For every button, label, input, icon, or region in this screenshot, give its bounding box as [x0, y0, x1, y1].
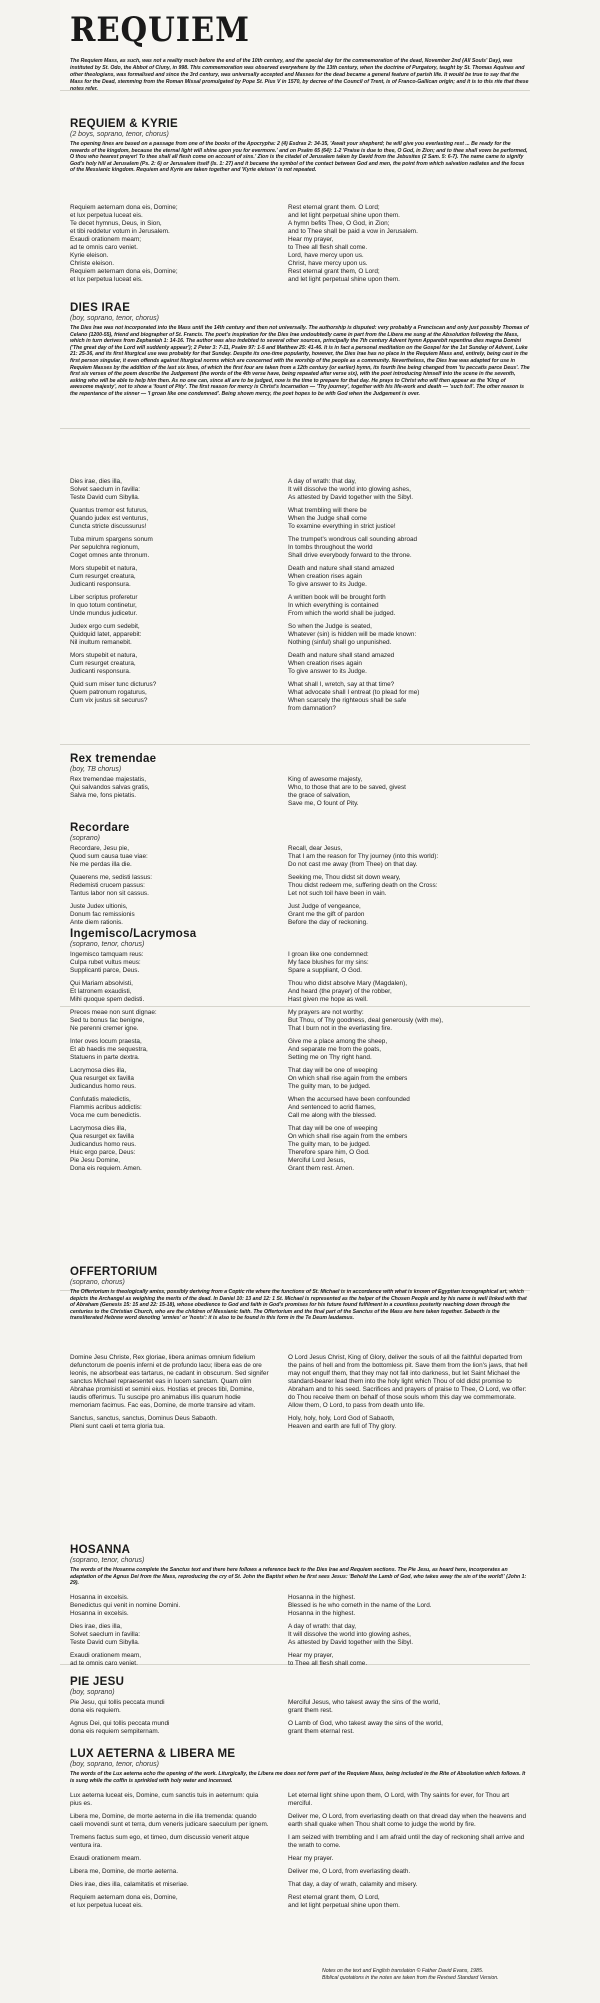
section-voices: (boy, soprano, tenor, chorus)	[70, 1761, 159, 1768]
verse	[70, 1881, 530, 1889]
section-title: OFFERTORIUM	[70, 1266, 158, 1278]
english-text: Rest eternal grant them. O Lord; and let light perpetual shine upon them. A hymn befits Thee, O God, in Zion; and to Thee shall be paid a vow in Jerusalem. Hear my prayer, to Thee all flesh shall come. Lord, have mercy upon us. Christ, have mercy upon us. Rest eternal grant them, O Lord; and let light perpetual shine upon them.	[288, 204, 418, 283]
english-text: Recall, dear Jesus, That I am the reason for Thy journey (into this world): Do not cast me away (from Thee) on that day.	[288, 845, 439, 868]
latin-text: Inter oves locum praesta, Et ab haedis me sequestra, Statuens in parte dextra.	[70, 1038, 148, 1061]
verse	[70, 1009, 530, 1033]
english-text: Holy, holy, holy, Lord God of Sabaoth, Heaven and earth are full of Thy glory.	[288, 1415, 397, 1430]
verse	[70, 623, 530, 647]
verse	[70, 652, 530, 676]
english-text: Deliver me, O Lord, from everlasting death.	[288, 1868, 411, 1875]
text-pairs	[70, 845, 530, 927]
latin-text: Domine Jesu Christe, Rex gloriae, libera animas omnium fidelium defunctorum de poenis inferni et de profundo lacu; libera eas de ore leonis, ne absorbeat eas tartarus, ne cadant in obscurum. Sed signifer sanctus Michael repraesentet eas in lucem sanctam. Quam olim Abrahae promisisti et semini eius. Hostias et preces tibi, Domine, laudis offerimus. Tu suscipe pro animabus illis quarum hodie memoriam facimus. Fac eas, Domine, de morte transire ad vitam.	[70, 1354, 269, 1409]
english-text: Hear my prayer, to Thee all flesh shall come.	[288, 1652, 368, 1667]
section-pie-jesu	[70, 1676, 530, 1741]
english-text: What trembling will there be When the Judge shall come To examine everything in strict justice!	[288, 507, 396, 530]
text-pairs	[70, 951, 530, 1173]
english-text: That day will be one of weeping On which shall rise again from the embers The guilty man, to be judged. Therefore spare him, O God. Merciful Lord Jesus, Grant them rest. Amen.	[288, 1125, 408, 1172]
page-title: REQUIEM	[70, 10, 250, 50]
verse	[70, 1354, 530, 1410]
english-text: What shall I, wretch, say at that time? What advocate shall I entreat (to plead for me) When scarcely the righteous shall be safe from damnation?	[288, 681, 420, 712]
english-text: Merciful Jesus, who takest away the sins of the world, grant them rest.	[288, 1699, 441, 1714]
text-pairs	[70, 478, 530, 713]
latin-text: Libera me, Domine, de morte aeterna.	[70, 1868, 178, 1875]
section-voices: (boy, TB chorus)	[70, 766, 122, 773]
latin-text: Mors stupebit et natura, Cum resurget creatura, Judicanti responsura.	[70, 565, 138, 588]
section-title: DIES IRAE	[70, 302, 131, 314]
section-voices: (2 boys, soprano, tenor, chorus)	[70, 131, 169, 138]
english-text: Rest eternal grant them, O Lord, and let light perpetual shine upon them.	[288, 1894, 400, 1909]
latin-text: Confutatis maledictis, Flammis acribus addictis: Voca me cum benedictis.	[70, 1096, 142, 1119]
latin-text: Libera me, Domine, de morte aeterna in die illa tremenda: quando caeli movendi sunt et terra, dum veneris judicare saeculum per ignem.	[70, 1813, 269, 1828]
latin-text: Lacrymosa dies illa, Qua resurget ex favilla Judicandus homo reus. Huic ergo parce, Deus: Pie Jesu Domine, Dona eis requiem. Amen.	[70, 1125, 142, 1172]
latin-text: Qui Mariam absolvisti, Et latronem exaudisti, Mihi quoque spem dedisti.	[70, 980, 145, 1003]
verse	[70, 1652, 530, 1668]
section-rex-tremendae	[70, 753, 530, 813]
latin-text: Requiem aeternam dona eis, Domine, et lux perpetua luceat eis.	[70, 1894, 178, 1909]
latin-text: Requiem aeternam dona eis, Domine; et lux perpetua luceat eis. Te decet hymnus, Deus, in Sion, et tibi reddetur votum in Jerusalem. Exaudi orationem meam; ad te omnis caro veniet. Kyrie eleison. Christe eleison. Requiem aeternam dona eis, Domine; et lux perpetua luceat eis.	[70, 204, 178, 283]
english-text: A day of wrath: that day, It will dissolve the world into glowing ashes, As attested by David together with the Sibyl.	[288, 1623, 414, 1646]
verse	[70, 1813, 530, 1829]
english-text: I groan like one condemned: My face blushes for my sins: Spare a suppliant, O God.	[288, 951, 369, 974]
section-title: HOSANNA	[70, 1544, 131, 1556]
english-text: A written book will be brought forth In which everything is contained From which the world shall be judged.	[288, 594, 396, 617]
text-pairs	[70, 1699, 530, 1736]
section-recordare	[70, 822, 530, 932]
english-text: A day of wrath: that day, It will dissolve the world into glowing ashes, As attested by David together with the Sibyl.	[288, 478, 414, 501]
latin-text: Quantus tremor est futurus, Quando judex est venturus, Cuncta stricte discussurus!	[70, 507, 149, 530]
section-lux-aeterna-libera-me	[70, 1748, 530, 1915]
english-text: Death and nature shall stand amazed When creation rises again To give answer to its Judge.	[288, 652, 395, 675]
intro-paragraph: The Requiem Mass, as such, was not a reality much before the end of the 10th century, and the special day for the commemoration of the dead, November 2nd (All Souls' Day), was instituted by St. Odo, the Abbot of Cluny, in 998. This commemoration was observed everywhere by the 13th century, when the doctrine of Purgatory, taught by St. Thomas Aquinas and other theologians, was formalised and since the 3rd century, was universally accepted and Masses for the dead became a general feature of parish life. It would be true to say that the Mass for the Dead, stemming from the Roman Missal promulgated by Pope St. Pius V in 1570, by decree of the Council of Trent, is of Franco-Gallican origin; and it is to this rite that these notes refer.	[70, 58, 529, 92]
latin-text: Exaudi orationem meam.	[70, 1855, 142, 1862]
verse	[70, 874, 530, 898]
footer-credit: Notes on the text and English translation © Father David Evans, 1985. Biblical quotations in the notes are taken from the Revised Standard Version.	[322, 1968, 499, 1981]
latin-text: Lacrymosa dies illa, Qua resurget ex favilla Judicandus homo reus.	[70, 1067, 137, 1090]
english-text: So when the Judge is seated, Whatever (sin) is hidden will be made known: Nothing (sinful) shall go unpunished.	[288, 623, 417, 646]
fold-line	[60, 744, 530, 745]
english-text: Seeking me, Thou didst sit down weary, Thou didst redeem me, suffering death on the Cross: Let not such toil have been in vain.	[288, 874, 438, 897]
english-text: Give me a place among the sheep, And separate me from the goats, Setting me on Thy right hand.	[288, 1038, 388, 1061]
english-text: King of awesome majesty, Who, to those that are to be saved, givest the grace of salvation, Save me, O fount of Pity.	[288, 776, 406, 807]
section-title: REQUIEM & KYRIE	[70, 118, 179, 130]
section-voices: (soprano, tenor, chorus)	[70, 941, 145, 948]
section-note: The words of the Hosanna complete the Sanctus text and there here follows a reference back to the Dies Irae and Requiem sections. The Pie Jesu, as heard here, incorporates an adaptation of the Agnus Dei from the Mass, reproducing the cry of St. John the Baptist when he first sees Jesus: 'Behold the Lamb of God, who takes away the sin of the world!' (John 1: 29).	[70, 1567, 527, 1587]
section-note: The opening lines are based on a passage from one of the books of the Apocrypha: 2 (4) Esdras 2: 34-35, 'Await your shepherd; he will give you everlasting rest ... Be ready for the rewards of the kingdom, because the eternal light will shine upon you for evermore.' and on Psalm 65 (64): 1-2 'Praise is due to thee, O God, in Zion; and to thee shall vows be performed, O thou who hearest prayer! To thee shall all flesh come on account of sins.' Zion is the citadel of Jerusalem taken by David from the Jebusites (2 Sam. 5: 6-7). The name came to signify God's holy hill at Jerusalem (Ps. 2: 6) or Jerusalem itself (Is. 1: 27) and it became the symbol of the contact between God and men, the point from which salvation radiates and the focus of the Messianic kingdom. Requiem and Kyrie are taken together and 'Kyrie eleison' is not repeated.	[70, 141, 528, 174]
verse	[70, 1868, 530, 1876]
english-text: That day will be one of weeping On which shall rise again from the embers The guilty man, to be judged.	[288, 1067, 408, 1090]
section-requiem-kyrie	[70, 118, 530, 289]
english-text: Let eternal light shine upon them, O Lord, with Thy saints for ever, for Thou art merciful.	[288, 1792, 510, 1807]
english-text: O Lamb of God, who takest away the sins of the world, grant them eternal rest.	[288, 1720, 443, 1735]
section-voices: (boy, soprano)	[70, 1689, 115, 1696]
section-hosanna	[70, 1544, 530, 1673]
section-title: Ingemisco/Lacrymosa	[70, 928, 197, 940]
latin-text: Tuba mirum spargens sonum Per sepulchra regionum, Coget omnes ante thronum.	[70, 536, 153, 559]
section-title: PIE JESU	[70, 1676, 125, 1688]
verse	[70, 980, 530, 1004]
verse	[70, 1855, 530, 1863]
verse	[70, 681, 530, 713]
text-pairs	[70, 1594, 530, 1668]
verse	[70, 776, 530, 808]
english-text: My prayers are not worthy: But Thou, of Thy goodness, deal generously (with me), That I burn not in the everlasting fire.	[288, 1009, 444, 1032]
latin-text: Dies irae, dies illa, Solvet saeclum in favilla: Teste David cum Sibylla.	[70, 478, 140, 501]
verse	[70, 1415, 530, 1431]
section-note: The Offertorium is theologically amiss, possibly deriving from a Coptic rite where the functions of St. Michael is in accordance with what is known of Egyptian iconographical art, which depicts the Archangel as weighing the merits of the dead. In Daniel 10: 13 and 12: 1 St. Michael is represented as the helper of the Chosen People and by his name is well linked with that of Abraham (Genesis 15: 15 and 22: 15-18), whose obedience to God and faith in God's promises for his future found fulfilment in a countless posterity reaching down through the centuries to the Christian Church, who are the children of Messianic faith. The Offertorium and the final part of the Sanctus of the Mass are here taken together. Sabaoth is the transliterated Hebrew word denoting 'armies' or 'hosts': it is also to be found in this form in the Te Deum laudamus.	[70, 1289, 527, 1322]
verse	[70, 507, 530, 531]
latin-text: Exaudi orationem meam, ad te omnis caro veniet.	[70, 1652, 142, 1667]
section-note: The words of the Lux aeterna echo the opening of the work. Liturgically, the Libera me does not form part of the Requiem Mass, being included in the Rite of Absolution which follows. It is sung while the coffin is sprinkled with holy water and incensed.	[70, 1771, 526, 1784]
latin-text: Quid sum miser tunc dicturus? Quem patronum rogaturus, Cum vix justus sit securus?	[70, 681, 157, 704]
latin-text: Hosanna in excelsis. Benedictus qui venit in nomine Domini. Hosanna in excelsis.	[70, 1594, 181, 1617]
verse	[70, 1834, 530, 1850]
latin-text: Sanctus, sanctus, sanctus, Dominus Deus Sabaoth. Pleni sunt caeli et terra gloria tua.	[70, 1415, 218, 1430]
latin-text: Juste Judex ultionis, Donum fac remissionis Ante diem rationis.	[70, 903, 135, 926]
english-text: Just Judge of vengeance, Grant me the gift of pardon Before the day of reckoning.	[288, 903, 368, 926]
english-text: When the accursed have been confounded And sentenced to acrid flames, Call me along with the blessed.	[288, 1096, 410, 1119]
english-text: Hosanna in the highest. Blessed is he who cometh in the name of the Lord. Hosanna in the highest.	[288, 1594, 432, 1617]
english-text: Deliver me, O Lord, from everlasting death on that dread day when the heavens and earth shall quake when Thou shalt come to judge the world by fire.	[288, 1813, 527, 1828]
text-pairs	[70, 204, 530, 284]
verse	[70, 1699, 530, 1715]
english-text: The trumpet's wondrous call sounding abroad In tombs throughout the world Shall drive everybody forward to the throne.	[288, 536, 418, 559]
verse	[70, 1038, 530, 1062]
english-text: That day, a day of wrath, calamity and misery.	[288, 1881, 418, 1888]
section-voices: (boy, soprano, tenor, chorus)	[70, 315, 159, 322]
section-voices: (soprano, chorus)	[70, 1279, 125, 1286]
latin-text: Rex tremendae majestatis, Qui salvandos salvas gratis, Salva me, fons pietatis.	[70, 776, 150, 799]
section-offertorium	[70, 1266, 530, 1436]
verse	[70, 1067, 530, 1091]
section-title: LUX AETERNA & LIBERA ME	[70, 1748, 236, 1760]
verse	[70, 845, 530, 869]
latin-text: Dies irae, dies illa, Solvet saeclum in favilla: Teste David cum Sibylla.	[70, 1623, 140, 1646]
latin-text: Mors stupebit et natura, Cum resurget creatura, Judicanti responsura.	[70, 652, 138, 675]
section-note: The Dies Irae was not incorporated into the Mass until the 14th century and then not universally. The authorship is disputed: very probably a Franciscan and only just possibly Thomas of Celano (1200-55), friend and biographer of St. Francis. The poet's inspiration for the Dies Irae undoubtedly came in part from the Libera me sung at the Absolution following the Mass, which in turn derives from Zephaniah 1: 14-16. The author was also indebted to several other sources, principally the 7th century Advent hymn Apparebit repentina dies magna Domini ('The great day of the Lord will suddenly appear'); 2 Peter 3: 7-11, Psalm 97: 1-5 and Matthew 25: 41-46. It is in fact a personal meditation on the Gospel for the 1st Sunday of Advent, Luke 21: 25-36, and its first liturgical use was probably for that Sunday. Despite its one-time popularity, however, the Dies Irae has no place in the Requiem Mass and, entirely, being cast in the first person singular, it even offends against liturgical norms which are concerned with the worship of the people as a community. Nevertheless, the Dies Irae was adapted for use in Requiem Masses by the addition of the last six lines, of which the first four are taken from a 12th century (or earlier) hymn, its fourth line being changed from 'tu peccatis parce Deus'. The first six verses of the poem describe the Judgement (the words of the 4th verse have, being repeated after verse six), with the poet introducing himself into the scene in the seventh, asking who will be able to help him then. As no one can, since all are to be judged, now is the time to prepare for that day. He prays to Christ who will then appear as the 'King of awesome majesty', not to show a 'fount of Pity'. The first reason for mercy is Christ's Incarnation — 'Thy journey', together with his life-work and death — 'such toil'. The other reason is the repentance of the sinner — 'I groan like one condemned'. Being shown mercy, the poet hopes to be with God when the Judgement is over.	[70, 325, 530, 397]
latin-text: Judex ergo cum sedebit, Quidquid latet, apparebit: Nil inultum remanebit.	[70, 623, 142, 646]
latin-text: Liber scriptus proferetur In quo totum continetur, Unde mundus judicetur.	[70, 594, 138, 617]
verse	[70, 594, 530, 618]
english-text: O Lord Jesus Christ, King of Glory, deliver the souls of all the faithful departed from the pains of hell and from the bottomless pit. Save them from the lion's jaws, that hell may not engulf them, that they may not fall into darkness, but let Saint Michael the standard-bearer lead them into the holy light which Thou of old didst promise to Abraham and to his seed. Sacrifices and prayers of praise to Thee, O Lord, we offer: do Thou receive them on behalf of those souls whom this day we commemorate. Allow them, O Lord, to pass from death unto life.	[288, 1354, 528, 1409]
verse	[70, 1096, 530, 1120]
verse	[70, 204, 530, 284]
latin-text: Ingemisco tamquam reus: Culpa rubet vultus meus: Supplicanti parce, Deus.	[70, 951, 144, 974]
verse	[70, 536, 530, 560]
verse	[70, 1792, 530, 1808]
latin-text: Lux aeterna luceat eis, Domine, cum sanctis tuis in aeternum: quia pius es.	[70, 1792, 259, 1807]
section-title: Recordare	[70, 822, 130, 834]
english-text: Hear my prayer.	[288, 1855, 334, 1862]
latin-text: Quaerens me, sedisti lassus: Redemisti crucem passus: Tantus labor non sit cassus.	[70, 874, 153, 897]
verse	[70, 1594, 530, 1618]
latin-text: Preces meae non sunt dignae: Sed tu bonus fac benigne, Ne perenni cremer igne.	[70, 1009, 157, 1032]
latin-text: Pie Jesu, qui tollis peccata mundi dona eis requiem.	[70, 1699, 165, 1714]
english-text: Thou who didst absolve Mary (Magdalen), And heard (the prayer) of the robber, Hast given me hope as well.	[288, 980, 407, 1003]
verse	[70, 565, 530, 589]
text-pairs	[70, 776, 530, 808]
verse	[70, 951, 530, 975]
verse	[70, 903, 530, 927]
english-text: Death and nature shall stand amazed When creation rises again To give answer to its Judge.	[288, 565, 395, 588]
verse	[70, 1623, 530, 1647]
text-pairs	[70, 1354, 530, 1431]
section-voices: (soprano)	[70, 835, 100, 842]
latin-text: Dies irae, dies illa, calamitatis et miseriae.	[70, 1881, 189, 1888]
latin-text: Agnus Dei, qui tollis peccata mundi dona eis requiem sempiternam.	[70, 1720, 170, 1735]
verse	[70, 1125, 530, 1173]
text-pairs	[70, 1792, 530, 1910]
latin-text: Tremens factus sum ego, et timeo, dum discussio venerit atque ventura ira.	[70, 1834, 250, 1849]
verse	[70, 478, 530, 502]
section-voices: (soprano, tenor, chorus)	[70, 1557, 145, 1564]
section-ingemisco-lacrymosa	[70, 928, 530, 1178]
verse	[70, 1894, 530, 1910]
english-text: I am seized with trembling and I am afraid until the day of reckoning shall arrive and the wrath to come.	[288, 1834, 525, 1849]
verse	[70, 1720, 530, 1736]
latin-text: Recordare, Jesu pie, Quod sum causa tuae viae: Ne me perdas illa die.	[70, 845, 148, 868]
section-dies-irae	[70, 302, 530, 718]
section-title: Rex tremendae	[70, 753, 157, 765]
